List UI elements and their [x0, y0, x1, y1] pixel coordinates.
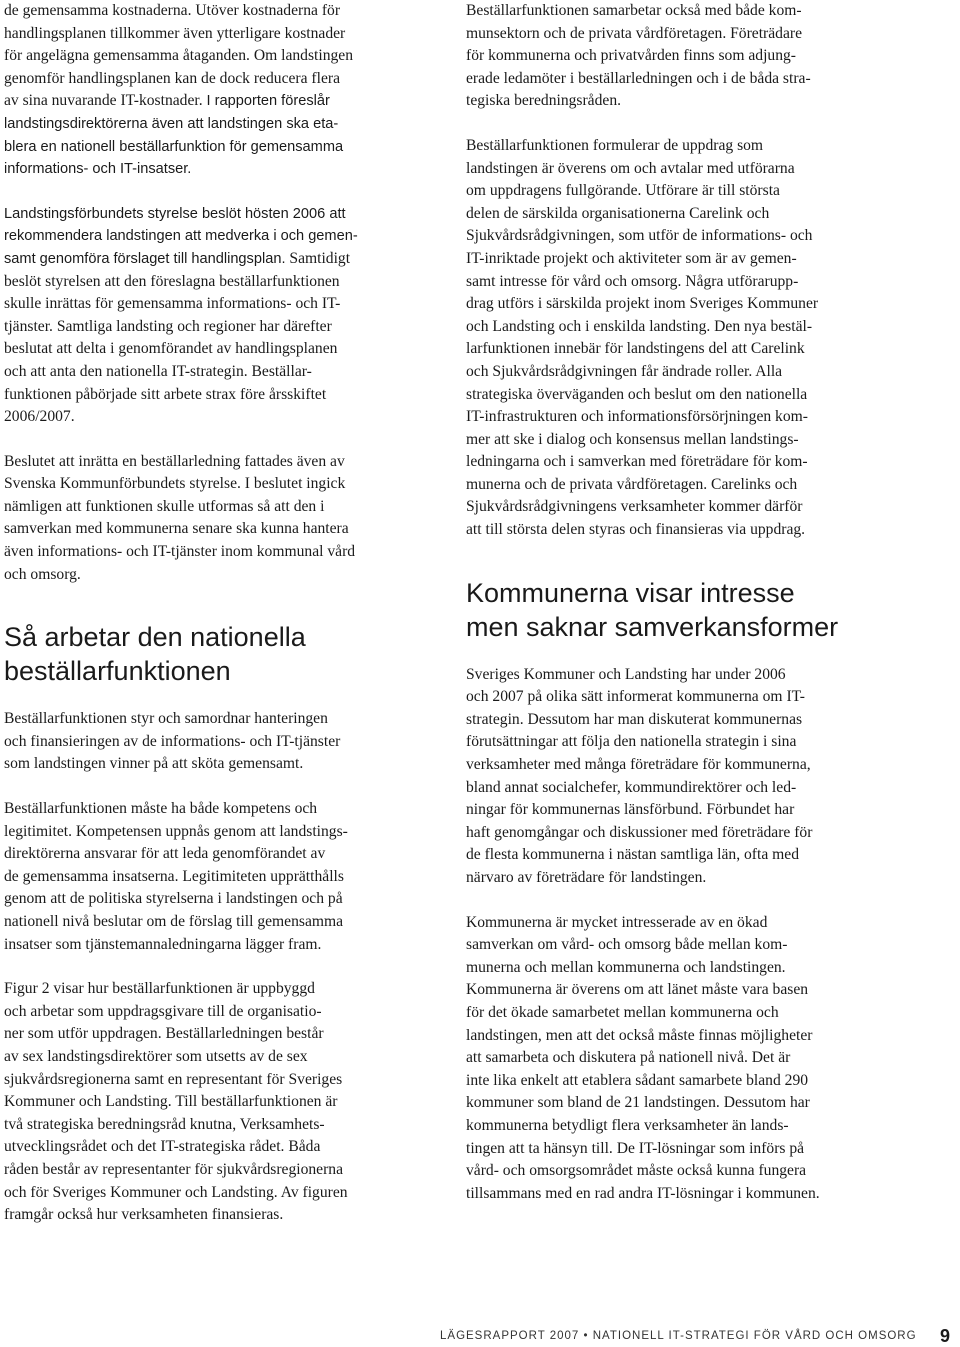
paragraph-costs-serif: de gemensamma kostnaderna. Utöver kostnaderna för handlingsplanen tillkommer även ytterligare kostnader för angelägna gemensamma åtaganden. Om landstingen genomför handlingsplanen kan de dock reducera flera av sina nuvarande IT-kostnader.	[4, 2, 354, 110]
paragraph-figur-2: Figur 2 visar hur beställarfunktionen är uppbyggd och arbetar som uppdragsgivare till de organisatio- ner som utför uppdragen. Beställarledningen består av sex landstingsdirektörer som utsetts av de sex sjukvårdsregionerna samt en representant för Sveriges Kommuner och Landsting. Till beställarfunktionen är två strategiska beredningsråd knutna, Verksamhets- utvecklingsrådet och det IT-strategiska rådet. Båda råden består av representanter för sjukvårdsregionerna och för Sveriges Kommuner och Landsting. Av figuren framgår också hur verksamheten finansieras.	[4, 980, 348, 1224]
left-column	[4, 0, 424, 1249]
paragraph-styr-samordnar: Beställarfunktionen styr och samordnar hanteringen och finansieringen av de informations- och IT-tjänster som landstingen vinner på att sköta gemensamt.	[4, 710, 341, 773]
paragraph-costs	[4, 0, 424, 181]
heading-kommunerna-visar-intresse: Kommunerna visar intresse men saknar samverkansformer	[466, 577, 839, 642]
heading-nationella-bestallarfunktionen: Så arbetar den nationella beställarfunktionen	[4, 622, 306, 687]
page-number: 9	[940, 1326, 951, 1346]
paragraph-samverkan: Kommunerna är mycket intresserade av en ökad samverkan om vård- och omsorg både mellan kom- munerna och mellan kommunerna och landstingen. Kommunerna är överens om att länet måste vara basen för det ökade samarbetet mellan kommunerna och landstingen, men att det också måste finnas möjligheter att samarbeta och diskutera på nationell nivå. Det är inte lika enkelt att etablera sådant samarbete bland 290 kommuner som bland de 21 landstingen. Dessutom har kommunerna betydligt flera verksamheter än lands- tingen att ta hänsyn till. De IT-lösningar som införs på vård- och omsorgsområdet måste också kunna fungera tillsammans med en rad andra IT-lösningar i kommunen.	[466, 913, 820, 1202]
paragraph-samarbete: Beställarfunktionen samarbetar också med både kom- munsektorn och de privata vårdföretagen. Företrädare för kommunerna och privatvården finns som adjung- erade ledamöter i beställarledningen och i de båda stra- tegiska beredningsråden.	[466, 2, 811, 110]
right-column	[466, 0, 886, 1227]
paragraph-kommunforbundet: Beslutet att inrätta en beställarledning fattades även av Svenska Kommunförbundets styrelse. I beslutet ingick nämligen att funktionen skulle utformas så att den i samverkan med kommunerna senare ska kunna hantera även informations- och IT-tjänster inom kommunal vård och omsorg.	[4, 452, 356, 583]
paragraph-uppdrag: Beställarfunktionen formulerar de uppdrag som landstingen är överens om och avtalar med utförarna om uppdragens fullgörande. Utförare är till största delen de särskilda organisationerna Carelink och Sjukvårdsrådgivningen, som utför de informations- och IT-inriktade projekt och aktiviteter som är av gemen- samt intresse för vård och omsorg. Några utförarupp- drag utförs i särskilda projekt inom Sveriges Kommuner och Landsting och i enskilda landsting. Den nya bestäl- larfunktionen innebär för landstingens del att Carelink och Sjukvårdsrådgivningen får ändrade roller. Alla strategiska överväganden och beslut om den nationella IT-infrastrukturen och informationsförsörjningen kom- mer att ske i dialog och konsensus mellan landstings- ledningarna och i samverkan med företrädare för kom- munerna och de privata vårdföretagen. Carelinks och Sjukvårdsrådgivningens verksamheter kommer därför att till största delen styras och finansieras via uppdrag.	[466, 136, 819, 539]
paragraph-kompetens-legitimitet: Beställarfunktionen måste ha både kompetens och legitimitet. Kompetensen uppnås genom att landstings- direktörerna ansvarar för att leda genomförandet av de gemensamma insatserna. Legitimiteten upprätthålls genom att de politiska styrelserna i landstingen och på nationell nivå beslutar om de förslag till gemensamma insatser som tjänstemannaledningarna lägger fram.	[4, 800, 348, 953]
paragraph-decision-sans: Landstingsförbundets styrelse beslöt hösten 2006 att rekommendera landstingen att medverka i och gemen- samt genomföra förslaget till handlingsplan.	[4, 205, 358, 267]
paragraph-information-kommuner: Sveriges Kommuner och Landsting har under 2006 och 2007 på olika sätt informerat kommunerna om IT- strategin. Dessutom har man diskuterat kommunernas förutsättningar att följa den nationella strategin i sina verksamheter med många företrädare för kommunerna, bland annat socialchefer, kommundirektörer och led- ningar för kommunernas länsförbund. Förbundet har haft genomgångar och diskussioner med företrädare för de flesta kommunerna i nästan samtliga län, ofta med närvaro av företrädare för landstingen.	[466, 665, 813, 886]
paragraph-decision-serif: Samtidigt beslöt styrelsen att den föreslagna beställarfunktionen skulle inrättas för gemensamma informations- och IT- tjänster. Samtliga landsting och regioner har därefter beslutat att delta i genomförandet av handlingsplanen och att anta den nationella IT-strategin. Beställar- funktionen påbörjade sitt arbete strax före årsskiftet 2006/2007.	[4, 249, 351, 426]
paragraph-decision	[4, 203, 424, 429]
paragraph-costs-sans: I rapporten föreslår landstingsdirektörerna även att landstingen ska eta- blera en nationell beställarfunktion för gemensamma informations- och IT-insatser.	[4, 93, 344, 178]
page-footer: LÄGESRAPPORT 2007 • NATIONELL IT-STRATEGI FÖR VÅRD OCH OMSORG	[440, 1330, 917, 1342]
